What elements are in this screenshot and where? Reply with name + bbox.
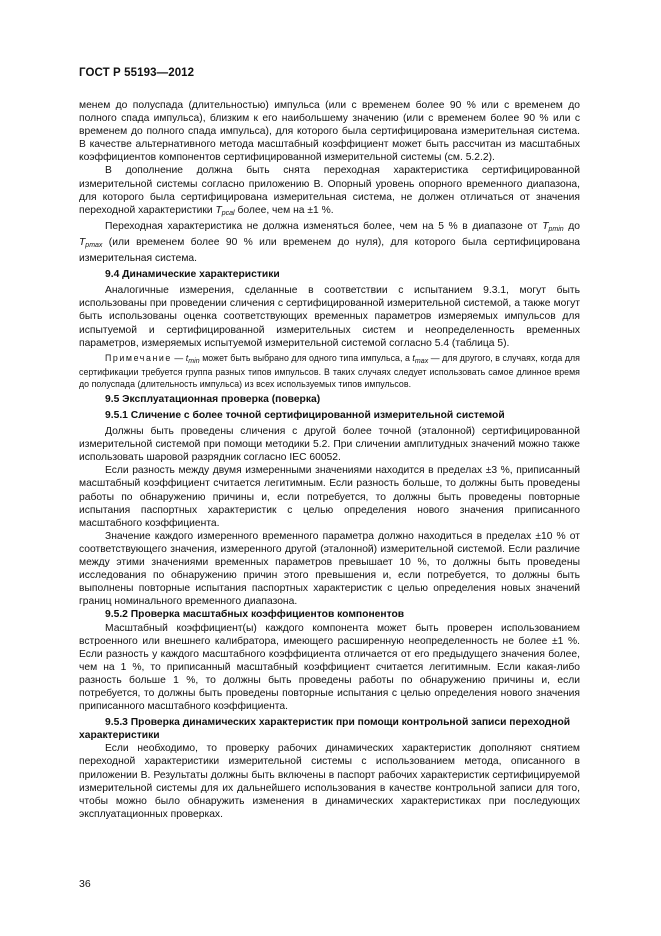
paragraph-comparison: Должны быть проведены сличения с другой более точной (эталонной) сертифицированной измерительной системой при помощи методики 5.2. При сличении амплитудных значений можно также использовать шаровой разрядник согласно IEC 60052.: [79, 426, 580, 464]
note-label: Примечание: [105, 352, 172, 363]
section-heading-9-5-2: 9.5.2 Проверка масштабных коэффициентов компонентов: [105, 609, 405, 621]
paragraph-difference-3pct: Если разность между двумя измеренными значениями находится в пределах ±3 %, приписанный масштабный коэффициент считается легитимным. Если разность больше, то должны быть проведены работы по обнаружению причины и, если потребуется, то должны быть проведены повторные испытания паспортных характеристик с целью определения нового значения приписанного масштабного коэффициента.: [79, 465, 580, 529]
section-heading-9-5-3: 9.5.3 Проверка динамических характеристик при помощи контрольной записи переходной характеристики: [79, 717, 571, 742]
section-heading-9-4: 9.4 Динамические характеристики: [105, 269, 280, 281]
section-heading-9-5: 9.5 Эксплуатационная проверка (поверка): [105, 393, 321, 405]
paragraph-time-parameter-10pct: Значение каждого измеренного временного параметра должно находиться в пределах ±10 % от соответствующего значения, измеренного другой (эталонной) измерительной системой. Если различие между этими значениями временных параметров превышает 10 %, то должны быть проведены исследования по обнаружению причин этого превышения и, если потребуется, то должны быть выполнены повторные испытания паспортных характеристик с целью определения новых значений границ номинального временного диапазона.: [79, 530, 580, 608]
page-content: [79, 99, 580, 821]
paragraph-reference-record: Если необходимо, то проверку рабочих динамических характеристик дополняют снятием переходной характеристики измерительной системы с использованием метода, описанного в приложении В. Результаты должны быть включены в паспорт рабочих характеристик сертифицируемой измерительной системы для их дальнейшего использования в качестве контрольной записи для того, чтобы можно было обнаружить изменения в динамических характеристиках при последующих эксплуатационных проверках.: [79, 743, 580, 820]
section-heading-9-5-1: 9.5.1 Сличение с более точной сертифицированной измерительной системой: [105, 410, 505, 421]
paragraph-scale-factor-check: Масштабный коэффициент(ы) каждого компонента может быть проверен использованием встроенного или внешнего калибратора, имеющего расширенную неопределенность не более ±1 %. Если разность у каждого масштабного коэффициента отличается от его предыдущего значения более, чем на 1 %, то приписанный масштабный коэффициент считается легитимным. Если какая-либо разность больше 1 %, то должны быть проведены работы по обнаружению причины и, если потребуется, то должны быть проведены повторные испытания с целью определения нового значения приписанного масштабного коэффициента.: [79, 622, 580, 713]
paragraph-step-response-range: Переходная характеристика не должна изменяться более, чем на 5 % в диапазоне от $T_{pmin}$ до $T_{pmax}$ (или временем более 90 % или временем до нуля), для которого была сертифицирована измерительная система.: [79, 220, 580, 265]
page-number: 36: [79, 878, 91, 890]
paragraph-step-response: В дополнение должна быть снята переходная характеристика сертифицированной измерительной системы согласно приложению В. Опорный уровень опорного временного диапазона, для которого была сертифицирована измерительная система, не должен отличаться от значения переходной характеристики $T_{pcal}$ более, чем на ±1 %.: [79, 165, 580, 217]
paragraph-continuation: менем до полуспада (длительностью) импульса (или с временем более 90 % или с временем до полного спада импульса), близким к его наибольшему значению (или с временем более 90 % или с временем до полного спада импульса), для которого была сертифицирована измерительная система. В качестве альтернативного метода масштабный коэффициент может быть рассчитан из масштабных коэффициентов компонентов сертифицированной измерительной системы (см. 5.2.2).: [79, 100, 580, 164]
paragraph-dynamic-characteristics: Аналогичные измерения, сделанные в соответствии с испытанием 9.3.1, могут быть использованы при проведении сличения с сертифицированной измерительной системой, а также могут быть использованы оценка соответствующих временных параметров измеряемых импульсов для испытуемой и сертифицированной измерительных систем и неопределенность временных параметров, измеряемых испытуемой измерительной системой согласно 5.4 (таблица 5).: [79, 285, 580, 349]
document-header: ГОСТ Р 55193—2012: [79, 67, 195, 79]
note-block: Примечание — $t_{min}$ может быть выбрано для одного типа импульса, а $t_{max}$ — для другого, в случаях, когда для сертификации требуется группа разных типов импульсов. В таких случаях следует использовать самое длинное время до полуспада (длительность импульса) из всех используемых типов импульсов.: [79, 352, 580, 389]
